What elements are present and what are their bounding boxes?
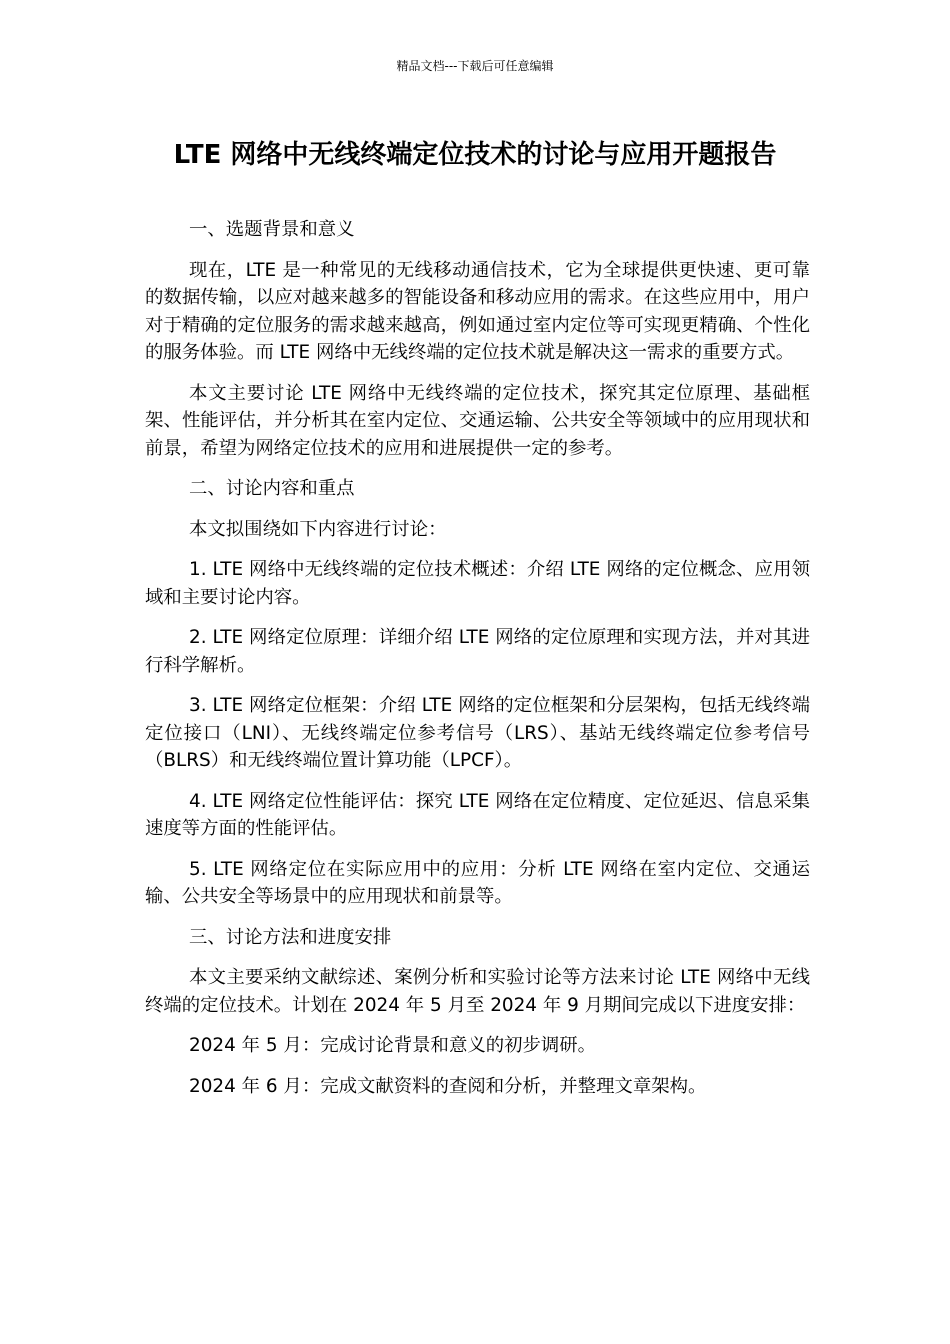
document-title: LTE 网络中无线终端定位技术的讨论与应用开题报告 [173,140,777,170]
section-heading-background: 一、选题背景和意义 [189,219,355,240]
paragraph-method: 本文主要采纳文献综述、案例分析和实验讨论等方法来讨论 LTE 网络中无线终端的定位技术。计划在 2024 年 5 月至 2024 年 9 月期间完成以下进度安排： [145,967,810,1016]
list-item-application: 5. LTE 网络定位在实际应用中的应用：分析 LTE 网络在室内定位、交通运输、公共安全等场景中的应用现状和前景等。 [145,858,810,907]
list-item-overview: 1. LTE 网络中无线终端的定位技术概述：介绍 LTE 网络的定位概念、应用领域和主要讨论内容。 [145,559,810,608]
schedule-item-june: 2024 年 6 月：完成文献资料的查阅和分析，并整理文章架构。 [189,1075,707,1097]
page-header: 精品文档---下载后可任意编辑 [396,59,554,73]
list-item-principle: 2. LTE 网络定位原理：详细介绍 LTE 网络的定位原理和实现方法，并对其进行科学解析。 [145,627,810,676]
document-body [145,216,810,1113]
schedule-item-may: 2024 年 5 月：完成讨论背景和意义的初步调研。 [189,1035,597,1056]
section-heading-method: 三、讨论方法和进度安排 [189,926,392,948]
list-item-framework: 3. LTE 网络定位框架：介绍 LTE 网络的定位框架和分层架构，包括无线终端定位接口（LNI）、无线终端定位参考信号（LRS）、基站无线终端定位参考信号（BLRS）和无线终端位置计算功能（LPCF）。 [145,695,810,771]
list-item-performance: 4. LTE 网络定位性能评估：探究 LTE 网络在定位精度、定位延迟、信息采集速度等方面的性能评估。 [145,790,810,839]
section-heading-content: 二、讨论内容和重点 [189,478,355,499]
paragraph-purpose: 本文主要讨论 LTE 网络中无线终端的定位技术，探究其定位原理、基础框架、性能评估，并分析其在室内定位、交通运输、公共安全等领域中的应用现状和前景，希望为网络定位技术的应用和进展提供一定的参考。 [145,382,810,459]
paragraph-content-intro: 本文拟围绕如下内容进行讨论： [189,518,447,540]
paragraph-background: 现在，LTE 是一种常见的无线移动通信技术，它为全球提供更快速、更可靠的数据传输，以应对越来越多的智能设备和移动应用的需求。在这些应用中，用户对于精确的定位服务的需求越来越高，例如通过室内定位等可实现更精确、个性化的服务体验。而 LTE 网络中无线终端的定位技术就是解决这一需求的重要方式。 [145,259,810,363]
